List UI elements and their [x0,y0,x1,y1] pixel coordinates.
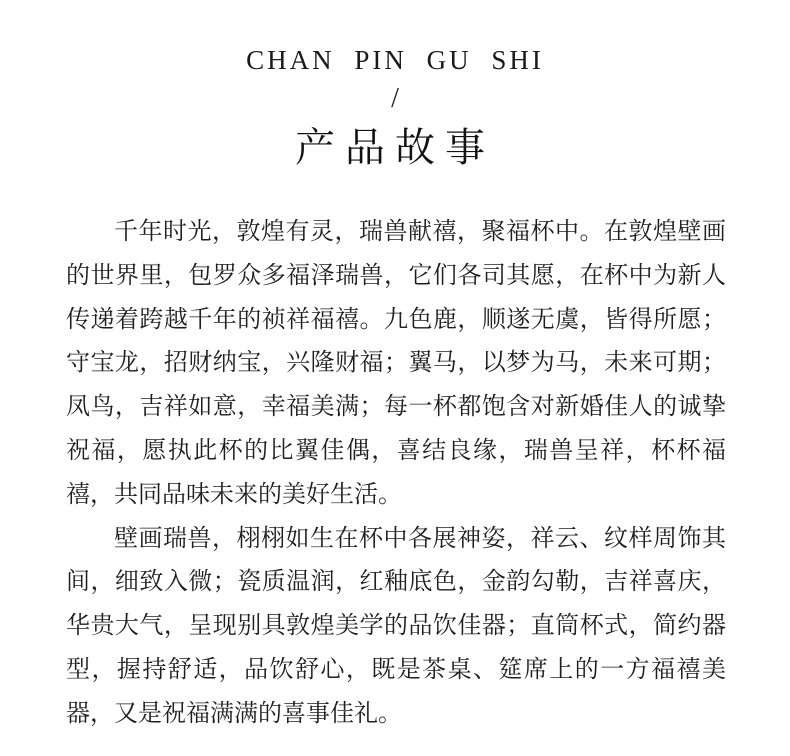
story-paragraph-1: 千年时光，敦煌有灵，瑞兽献禧，聚福杯中。在敦煌壁画的世界里，包罗众多福泽瑞兽，它们各司其愿，在杯中为新人传递着跨越千年的祯祥福禧。九色鹿，顺遂无虞，皆得所愿；守宝龙，招财纳宝，兴隆财福；翼马，以梦为马，未来可期；凤鸟，吉祥如意，幸福美满；每一杯都饱含对新婚佳人的诚挚祝福，愿执此杯的比翼佳偶，喜结良缘，瑞兽呈祥，杯杯福禧，共同品味未来的美好生活。 [66,217,726,508]
pinyin-heading: CHAN PIN GU SHI [246,45,544,75]
page-title: 产品故事 [295,125,495,171]
story-paragraph-2: 壁画瑞兽，栩栩如生在杯中各展神姿，祥云、纹样周饰其间，细致入微；瓷质温润，红釉底色，金韵勾勒，吉祥喜庆，华贵大气，呈现别具敦煌美学的品饮佳器；直筒杯式，简约器型，握持舒适，品饮舒心，既是茶桌、筵席上的一方福禧美器，又是祝福满满的喜事佳礼。 [66,523,726,727]
heading-separator: / [391,83,399,114]
story-body [66,210,726,736]
